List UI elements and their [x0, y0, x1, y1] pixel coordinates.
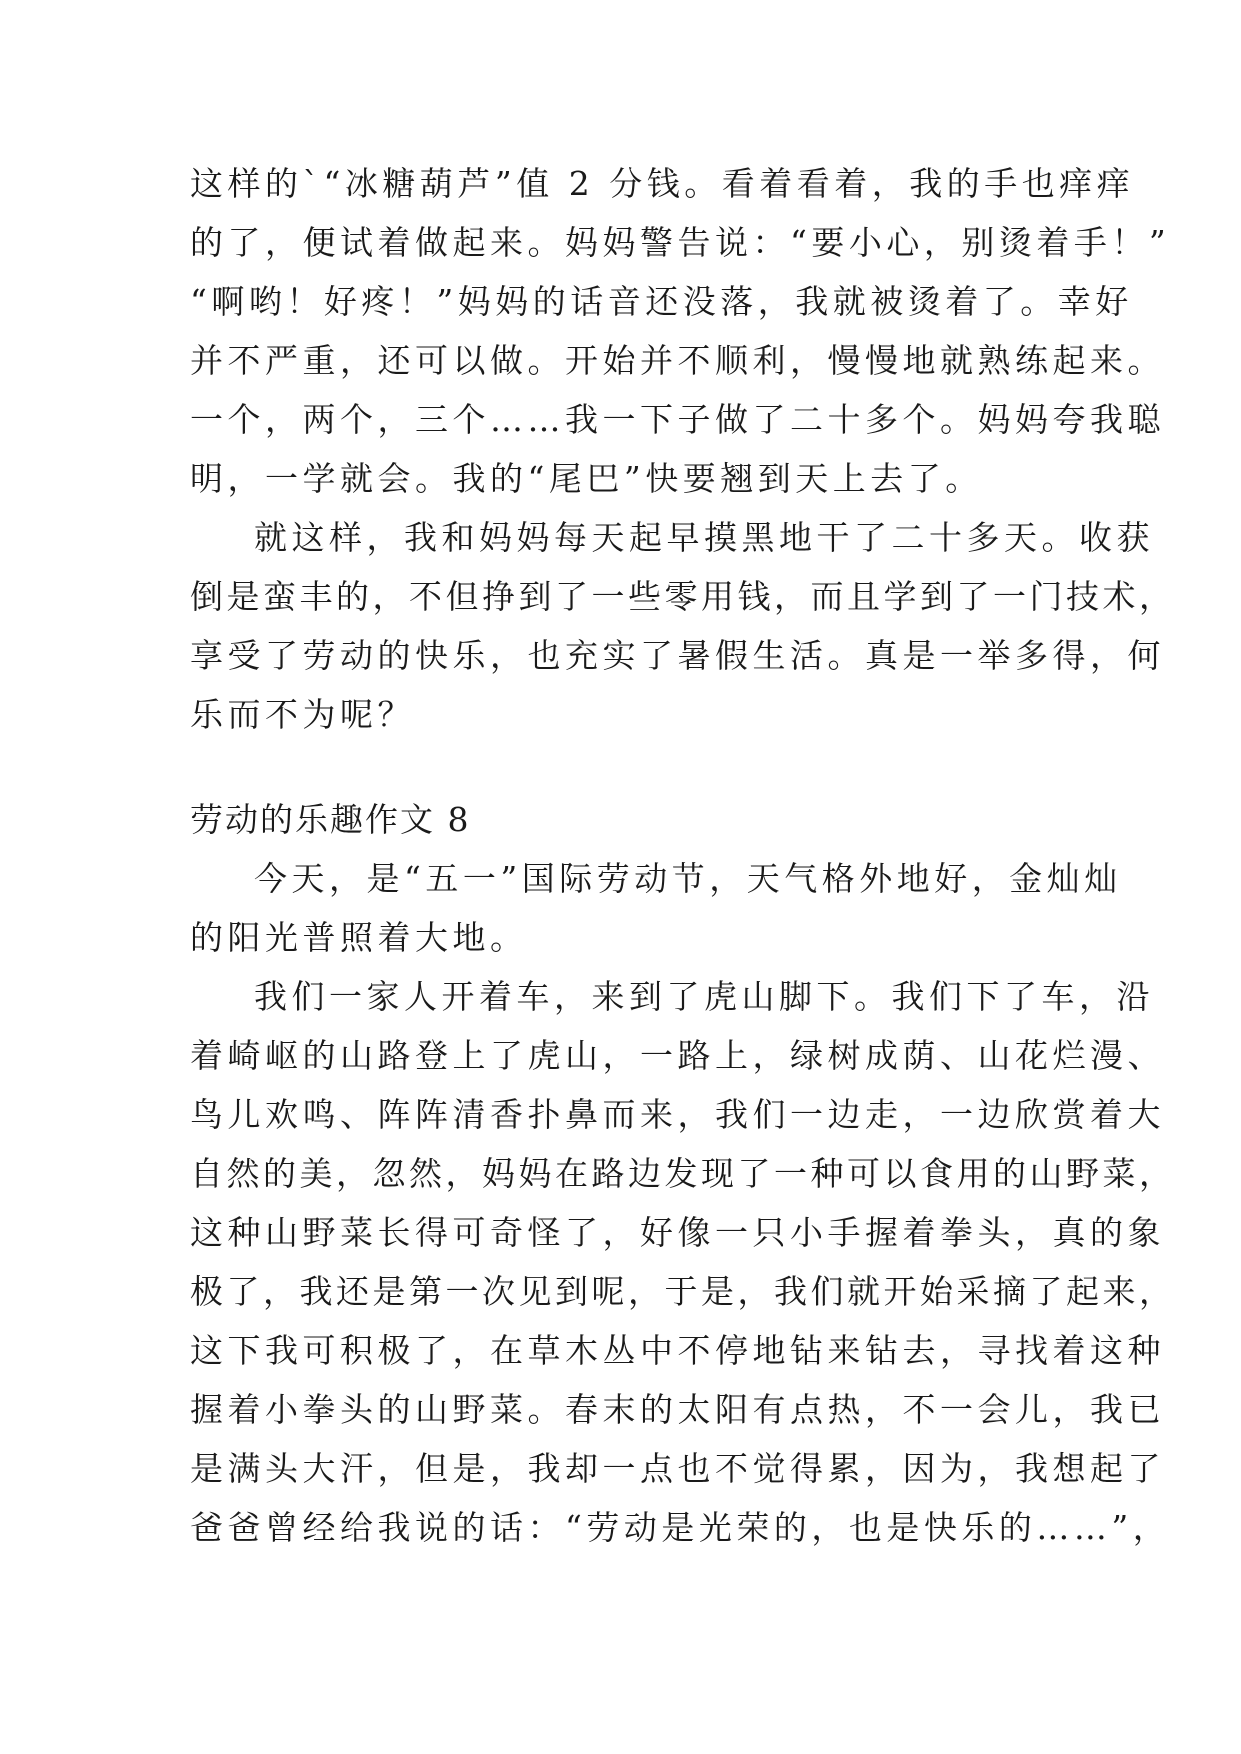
paragraph-line: 爸爸曾经给我说的话：“劳动是光荣的，也是快乐的……”，: [190, 1508, 1171, 1547]
section-title: 劳动的乐趣作文 8: [190, 800, 471, 839]
paragraph-line: 倒是蛮丰的，不但挣到了一些零用钱，而且学到了一门技术，: [190, 577, 1176, 616]
paragraph-line: 着崎岖的山路登上了虎山，一路上，绿树成荫、山花烂漫、: [190, 1036, 1165, 1075]
paragraph-line: 的了，便试着做起来。妈妈警告说：“要小心，别烫着手！”: [190, 223, 1171, 262]
paragraph-line: 就这样，我和妈妈每天起早摸黑地干了二十多天。收获: [254, 518, 1154, 557]
paragraph-line: 这下我可积极了，在草木丛中不停地钻来钻去，寻找着这种: [190, 1331, 1165, 1370]
paragraph-line: 鸟儿欢鸣、阵阵清香扑鼻而来，我们一边走，一边欣赏着大: [190, 1095, 1165, 1134]
paragraph-line: 享受了劳动的快乐，也充实了暑假生活。真是一举多得，何: [190, 636, 1165, 675]
paragraph-line: 并不严重，还可以做。开始并不顺利，慢慢地就熟练起来。: [190, 341, 1165, 380]
paragraph-line: “啊哟！好疼！”妈妈的话音还没落，我就被烫着了。幸好: [190, 282, 1133, 321]
paragraph-line: 的阳光普照着大地。: [190, 918, 528, 957]
paragraph-line: 明，一学就会。我的“尾巴”快要翘到天上去了。: [190, 459, 983, 498]
paragraph-line: 是满头大汗，但是，我却一点也不觉得累，因为，我想起了: [190, 1449, 1165, 1488]
paragraph-line: 今天，是“五一”国际劳动节，天气格外地好，金灿灿: [254, 859, 1122, 898]
paragraph-line: 乐而不为呢？: [190, 695, 415, 734]
paragraph-line: 这种山野菜长得可奇怪了，好像一只小手握着拳头，真的象: [190, 1213, 1165, 1252]
paragraph-line: 握着小拳头的山野菜。春末的太阳有点热，不一会儿，我已: [190, 1390, 1165, 1429]
paragraph-line: 我们一家人开着车，来到了虎山脚下。我们下了车，沿: [254, 977, 1154, 1016]
paragraph-line: 自然的美，忽然，妈妈在路边发现了一种可以食用的山野菜，: [190, 1154, 1176, 1193]
paragraph-line: 一个，两个，三个……我一下子做了二十多个。妈妈夸我聪: [190, 400, 1165, 439]
paragraph-line: 极了，我还是第一次见到呢，于是，我们就开始采摘了起来，: [190, 1272, 1176, 1311]
paragraph-line: 这样的`“冰糖葫芦”值 2 分钱。看着看着，我的手也痒痒: [190, 164, 1135, 203]
